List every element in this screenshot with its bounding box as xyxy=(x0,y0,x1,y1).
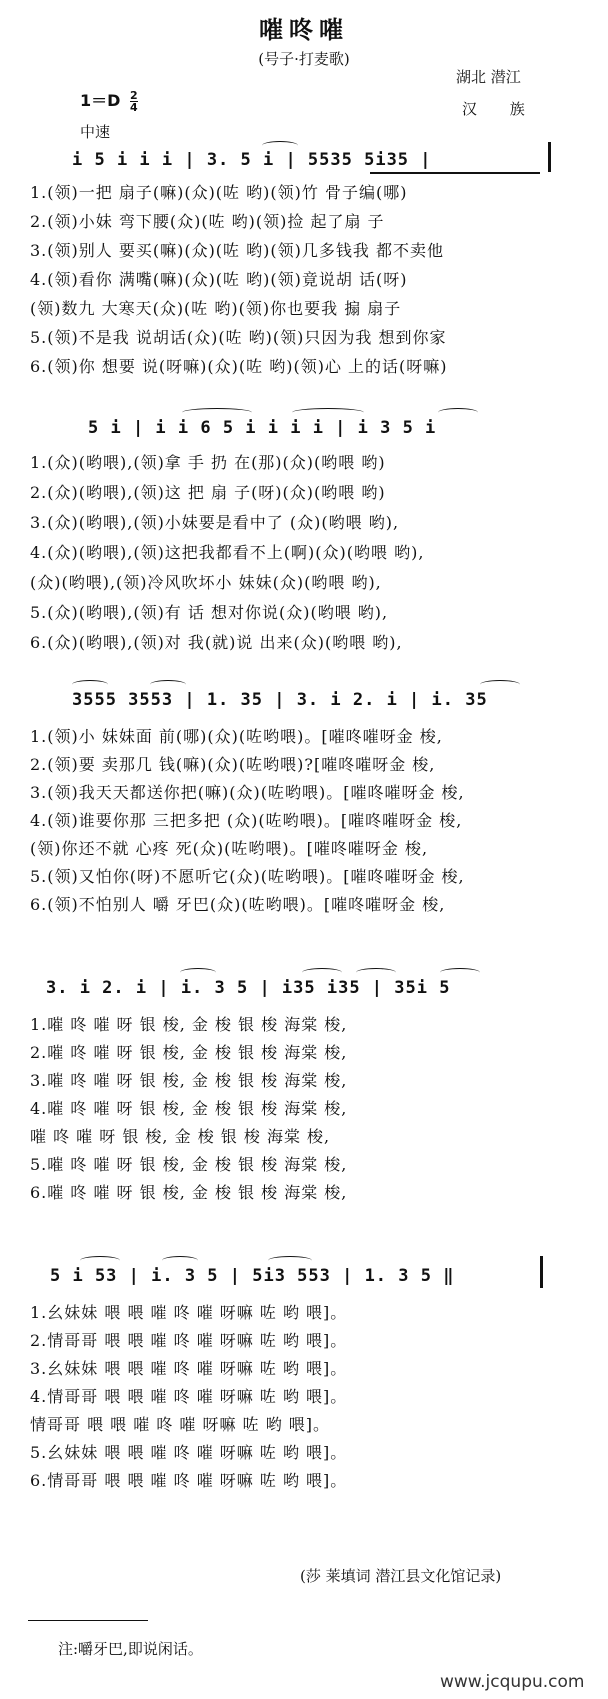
lyric-line: 3.嗺 咚 嗺 呀 银 梭, 金 梭 银 梭 海棠 梭, xyxy=(30,1071,348,1090)
slur-mark xyxy=(438,408,478,417)
slur-mark xyxy=(80,1256,120,1265)
lyric-line: 4.(众)(哟喂),(领)这把我都看不上(啊)(众)(哟喂 哟), xyxy=(30,543,425,562)
time-signature xyxy=(130,90,138,113)
lyric-line: 5.幺妹妹 喂 喂 嗺 咚 嗺 呀嘛 咗 哟 喂]。 xyxy=(30,1443,348,1462)
region-label: 湖北 潜江 xyxy=(456,68,521,86)
watermark: www.jcqupu.com xyxy=(440,1672,585,1692)
lyric-line: 2.情哥哥 喂 喂 嗺 咚 嗺 呀嘛 咗 哟 喂]。 xyxy=(30,1331,348,1350)
slur-mark xyxy=(440,968,480,977)
lyric-line: 3.(领)我天天都送你把(嘛)(众)(咗哟喂)。[嗺咚嗺呀金 梭, xyxy=(30,783,465,802)
credits: (莎 莱填词 潜江县文化馆记录) xyxy=(300,1567,502,1585)
song-subtitle: (号子·打麦歌) xyxy=(258,50,350,68)
slur-mark xyxy=(302,968,342,977)
tempo-marking: 中速 xyxy=(80,123,111,141)
key-label: 1＝D xyxy=(80,91,121,110)
slur-mark xyxy=(182,408,252,417)
notation-line: 3. i 2. i | i. 3 5 | i35 i35 | 35i 5 xyxy=(46,978,451,998)
final-barline xyxy=(540,1256,543,1288)
slur-mark xyxy=(150,680,186,689)
slur-mark xyxy=(262,141,298,150)
footnote-divider xyxy=(28,1620,148,1621)
lyric-line: 4.(领)看你 满嘴(嘛)(众)(咗 哟)(领)竟说胡 话(呀) xyxy=(30,270,408,289)
lyric-line: 嗺 咚 嗺 呀 银 梭, 金 梭 银 梭 海棠 梭, xyxy=(30,1127,331,1146)
lyric-line: 6.(领)不怕别人 嚼 牙巴(众)(咗哟喂)。[嗺咚嗺呀金 梭, xyxy=(30,895,446,914)
lyric-line: 4.情哥哥 喂 喂 嗺 咚 嗺 呀嘛 咗 哟 喂]。 xyxy=(30,1387,348,1406)
notation-line: 3555 3553 | 1. 35 | 3. i 2. i | i. 35 xyxy=(72,690,488,710)
lyric-line: (众)(哟喂),(领)冷风吹坏小 妹妹(众)(哟喂 哟), xyxy=(30,573,382,592)
song-title: 嗺咚嗺 xyxy=(259,15,349,44)
lyric-line: 3.(领)别人 要买(嘛)(众)(咗 哟)(领)几多钱我 都不卖他 xyxy=(30,241,444,260)
lyric-line: 5.(领)不是我 说胡话(众)(咗 哟)(领)只因为我 想到你家 xyxy=(30,328,447,347)
lyric-line: 6.(领)你 想要 说(呀嘛)(众)(咗 哟)(领)心 上的话(呀嘛) xyxy=(30,357,448,376)
lyric-line: 1.嗺 咚 嗺 呀 银 梭, 金 梭 银 梭 海棠 梭, xyxy=(30,1015,348,1034)
beam-line xyxy=(370,172,540,174)
lyric-line: 4.(领)谁要你那 三把多把 (众)(咗哟喂)。[嗺咚嗺呀金 梭, xyxy=(30,811,463,830)
lyric-line: 4.嗺 咚 嗺 呀 银 梭, 金 梭 银 梭 海棠 梭, xyxy=(30,1099,348,1118)
slur-mark xyxy=(480,680,520,689)
footnote: 注:嚼牙巴,即说闲话。 xyxy=(58,1640,203,1658)
lyric-line: 5.(众)(哟喂),(领)有 话 想对你说(众)(哟喂 哟), xyxy=(30,603,389,622)
lyric-line: 3.幺妹妹 喂 喂 嗺 咚 嗺 呀嘛 咗 哟 喂]。 xyxy=(30,1359,348,1378)
lyric-line: 3.(众)(哟喂),(领)小妹要是看中了 (众)(哟喂 哟), xyxy=(30,513,400,532)
lyric-line: 2.(众)(哟喂),(领)这 把 扇 子(呀)(众)(哟喂 哟) xyxy=(30,483,386,502)
notation-line: 5 i | i i 6 5 i i i i | i 3 5 i xyxy=(88,418,437,438)
notation-line: 5 i 53 | i. 3 5 | 5i3 553 | 1. 3 5 ‖ xyxy=(50,1266,455,1286)
slur-mark xyxy=(180,968,216,977)
slur-mark xyxy=(292,408,364,417)
lyric-line: 1.(领)小 妹妹面 前(哪)(众)(咗哟喂)。[嗺咚嗺呀金 梭, xyxy=(30,727,443,746)
lyric-line: 2.嗺 咚 嗺 呀 银 梭, 金 梭 银 梭 海棠 梭, xyxy=(30,1043,348,1062)
lyric-line: 情哥哥 喂 喂 嗺 咚 嗺 呀嘛 咗 哟 喂]。 xyxy=(30,1415,331,1434)
time-sig-bottom: 4 xyxy=(130,101,138,114)
lyric-line: 6.(众)(哟喂),(领)对 我(就)说 出来(众)(哟喂 哟), xyxy=(30,633,403,652)
lyric-line: 1.(众)(哟喂),(领)拿 手 扔 在(那)(众)(哟喂 哟) xyxy=(30,453,386,472)
ethnicity-label: 汉 族 xyxy=(462,100,539,118)
lyric-line: 5.嗺 咚 嗺 呀 银 梭, 金 梭 银 梭 海棠 梭, xyxy=(30,1155,348,1174)
lyric-line: 1.(领)一把 扇子(嘛)(众)(咗 哟)(领)竹 骨子编(哪) xyxy=(30,183,408,202)
slur-mark xyxy=(162,1256,198,1265)
lyric-line: 1.幺妹妹 喂 喂 嗺 咚 嗺 呀嘛 咗 哟 喂]。 xyxy=(30,1303,348,1322)
key-signature xyxy=(80,88,138,113)
lyric-line: 6.情哥哥 喂 喂 嗺 咚 嗺 呀嘛 咗 哟 喂]。 xyxy=(30,1471,348,1490)
time-sig-top: 2 xyxy=(130,89,138,102)
barline xyxy=(548,142,551,172)
slur-mark xyxy=(72,680,108,689)
slur-mark xyxy=(268,1256,312,1265)
slur-mark xyxy=(356,968,396,977)
lyric-line: (领)数九 大寒天(众)(咗 哟)(领)你也要我 搧 扇子 xyxy=(30,299,402,318)
lyric-line: (领)你还不就 心疼 死(众)(咗哟喂)。[嗺咚嗺呀金 梭, xyxy=(30,839,429,858)
lyric-line: 5.(领)又怕你(呀)不愿听它(众)(咗哟喂)。[嗺咚嗺呀金 梭, xyxy=(30,867,465,886)
lyric-line: 2.(领)小妹 弯下腰(众)(咗 哟)(领)捡 起了扇 子 xyxy=(30,212,385,231)
lyric-line: 2.(领)要 卖那几 钱(嘛)(众)(咗哟喂)?[嗺咚嗺呀金 梭, xyxy=(30,755,436,774)
lyric-line: 6.嗺 咚 嗺 呀 银 梭, 金 梭 银 梭 海棠 梭, xyxy=(30,1183,348,1202)
notation-line: i 5 i i i | 3. 5 i | 5535 5i35 | xyxy=(72,150,432,170)
